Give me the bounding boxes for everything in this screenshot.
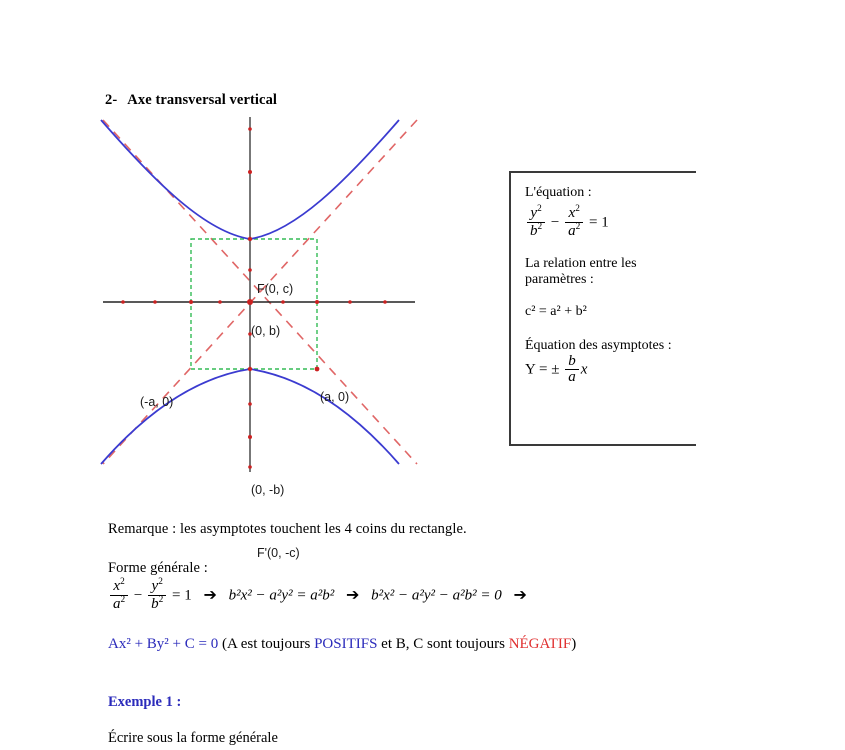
fraction-b-a — [565, 354, 579, 387]
section-number: 2- — [105, 92, 118, 108]
reference-rectangle — [191, 239, 317, 369]
relation-label-line1: La relation entre les — [525, 255, 637, 271]
label-focus-lower: F'(0, -c) — [257, 546, 300, 560]
label-vertex-right: (a, 0) — [320, 390, 350, 404]
frac-numerator: y — [530, 205, 538, 221]
equation-summary-box — [509, 171, 696, 446]
general-form-paren-open: (A est toujours — [221, 636, 315, 652]
equals-one: = 1 — [589, 214, 609, 231]
frac-denominator: b — [151, 595, 159, 612]
section-title: Axe transversal vertical — [127, 92, 278, 108]
positifs-text: POSITIFS — [314, 636, 378, 652]
frac-denominator: a — [568, 222, 576, 239]
derivation-step-2: b²x² − a²y² = a²b² — [228, 587, 335, 604]
frac-denominator: a — [565, 369, 579, 386]
fraction-y2-b2-body: $\frac{y^2}{b^2}$ — [148, 578, 166, 613]
general-form-line — [108, 636, 576, 653]
arrow-icon: ➔ — [345, 584, 360, 604]
minus-sign: − — [133, 587, 143, 604]
exemple-instruction: Écrire sous la forme générale — [108, 730, 278, 746]
frac-numerator: x — [113, 578, 121, 594]
label-focus-upper: F(0, c) — [257, 282, 294, 296]
asymptote-suffix: x — [580, 361, 588, 377]
fraction-x2-a2-body: $\frac{x^2}{a^2}$ — [110, 578, 128, 613]
frac-denominator: b — [530, 222, 538, 239]
general-form-middle: et B, C sont toujours — [377, 636, 509, 652]
frac-numerator: x — [568, 205, 576, 221]
arrow-icon: ➔ — [203, 584, 217, 604]
label-vertex-lower: (0, -b) — [251, 483, 285, 497]
derivation-step-3: b²x² − a²y² − a²b² = 0 — [371, 587, 502, 604]
remark-text: Remarque : les asymptotes touchent les 4 coins du rectangle. — [108, 521, 467, 537]
negatif-text: NÉGATIF — [508, 636, 572, 652]
general-form-paren-close: ) — [571, 636, 577, 652]
forme-generale-label: Forme générale : — [108, 560, 208, 576]
frac-numerator: y — [151, 578, 159, 594]
arrow-icon: ➔ — [513, 584, 527, 604]
relation-equation: c² = a² + b² — [525, 303, 587, 319]
label-vertex-upper: (0, b) — [251, 324, 281, 338]
asymptote-label: Équation des asymptotes : — [525, 337, 672, 353]
relation-label-line2: paramètres : — [525, 271, 594, 287]
frac-denominator: a — [113, 595, 121, 612]
asymptote-prefix: Y = ± — [525, 361, 560, 377]
equals-one: = 1 — [172, 587, 192, 604]
fraction-x2-a2: $\frac{x^2}{a^2}$ — [565, 205, 583, 240]
exemple-heading: Exemple 1 : — [108, 694, 182, 710]
equation-label: L'équation : — [525, 185, 592, 200]
minus-sign: − — [550, 214, 560, 231]
asymptote-equation — [525, 354, 696, 387]
derivation-formula-row — [108, 578, 535, 613]
fraction-y2-b2: $\frac{y^2}{b^2}$ — [527, 205, 545, 240]
label-vertex-left: (-a, 0) — [140, 395, 174, 409]
section-heading — [105, 92, 277, 109]
frac-numerator: b — [568, 352, 576, 369]
standard-equation — [525, 205, 696, 240]
general-form-equation: Ax² + By² + C = 0 — [108, 636, 219, 652]
